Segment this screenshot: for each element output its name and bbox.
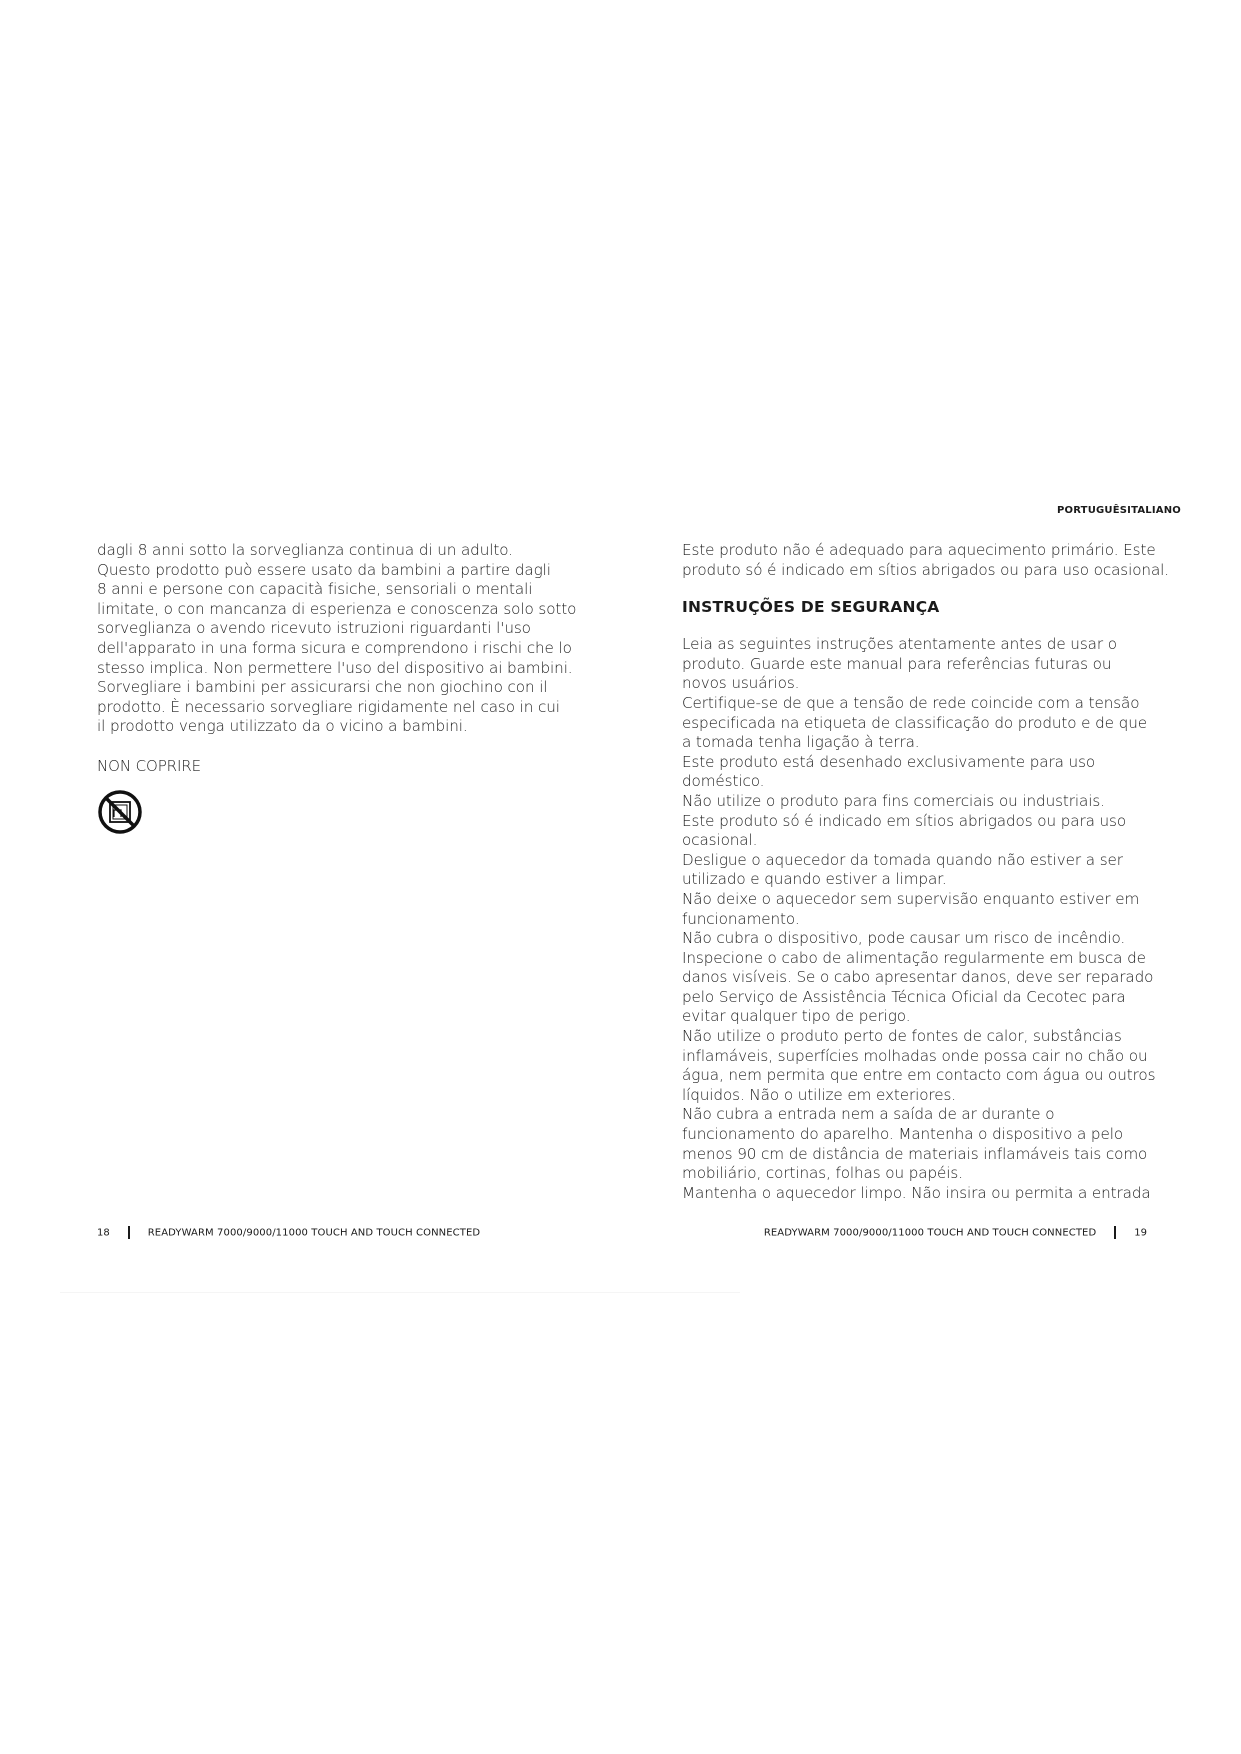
text-line: ocasional. xyxy=(682,831,758,850)
text-line: evitar qualquer tipo de perigo. xyxy=(682,1007,911,1026)
text-line: 8 anni e persone con capacità fisiche, sensoriali o mentali xyxy=(97,580,533,599)
text-line: Questo prodotto può essere usato da bambini a partire dagli xyxy=(97,560,551,579)
text-line: inflamáveis, superfícies molhadas onde possa cair no chão ou xyxy=(682,1046,1148,1065)
text-line: funcionamento. xyxy=(682,909,800,928)
footer-separator xyxy=(1114,1226,1116,1239)
text-line: pelo Serviço de Assistência Técnica Oficial da Cecotec para xyxy=(682,987,1126,1006)
text-line: il prodotto venga utilizzato da o vicino a bambini. xyxy=(97,717,468,736)
text-line: funcionamento do aparelho. Mantenha o dispositivo a pelo xyxy=(682,1125,1124,1144)
text-line: produto. Guarde este manual para referências futuras ou xyxy=(682,654,1112,673)
safety-instructions-heading: INSTRUÇÕES DE SEGURANÇA xyxy=(682,598,940,617)
page-number-right: 19 xyxy=(1134,1227,1147,1239)
left-column xyxy=(97,541,587,835)
text-line: sorveglianza o avendo ricevuto istruzioni riguardanti l'uso xyxy=(97,619,531,638)
text-line: especificada na etiqueta de classificação do produto e de que xyxy=(682,713,1147,732)
no-cover-icon xyxy=(97,789,143,835)
text-line: Não deixe o aquecedor sem supervisão enquanto estiver em xyxy=(682,889,1140,908)
text-line: Este produto está desenhado exclusivamente para uso doméstico. xyxy=(682,752,1096,791)
text-line: produto só é indicado em sítios abrigados ou para uso ocasional. xyxy=(682,560,1170,579)
text-line: stesso implica. Non permettere l'uso del dispositivo ai bambini. xyxy=(97,658,573,677)
text-line: Não cubra o dispositivo, pode causar um risco de incêndio. xyxy=(682,929,1126,948)
text-line: prodotto. È necessario sorvegliare rigidamente nel caso in cui xyxy=(97,697,560,716)
text-line: Sorvegliare i bambini per assicurarsi che non giochino con il xyxy=(97,678,548,697)
footer-separator xyxy=(128,1226,130,1239)
text-line: mobiliário, cortinas, folhas ou papéis. xyxy=(682,1164,963,1183)
text-line: limitate, o con mancanza di esperienza e conoscenza solo sotto xyxy=(97,599,577,618)
footer-title-left: READYWARM 7000/9000/11000 TOUCH AND TOUCH CONNECTED xyxy=(147,1227,481,1239)
scan-artifact-line xyxy=(60,1292,740,1293)
italian-paragraph xyxy=(97,541,587,737)
text-line: Mantenha o aquecedor limpo. Não insira ou permita a entrada xyxy=(682,1183,1151,1202)
text-line: Desligue o aquecedor da tomada quando não estiver a ser xyxy=(682,850,1123,869)
text-line: novos usuários. xyxy=(682,674,800,693)
text-line: Certifique-se de que a tensão de rede coincide com a tensão xyxy=(682,693,1140,712)
text-line: utilizado e quando estiver a limpar. xyxy=(682,870,947,889)
portuguese-intro xyxy=(682,541,1182,580)
language-tag: PORTUGUÊSITALIANO xyxy=(1057,505,1181,516)
page-number-left: 18 xyxy=(97,1227,110,1239)
footer-right xyxy=(764,1226,1147,1239)
text-line: Inspecione o cabo de alimentação regularmente em busca de xyxy=(682,948,1146,967)
footer-left xyxy=(97,1226,480,1239)
text-line: líquidos. Não o utilize em exteriores. xyxy=(682,1085,956,1104)
text-line: Leia as seguintes instruções atentamente antes de usar o xyxy=(682,635,1117,654)
safety-instructions-body xyxy=(682,635,1182,1203)
footer-title-right: READYWARM 7000/9000/11000 TOUCH AND TOUCH CONNECTED xyxy=(763,1227,1097,1239)
right-column xyxy=(682,541,1182,1203)
text-line: menos 90 cm de distância de materiais inflamáveis tais como xyxy=(682,1144,1148,1163)
text-line: dell'apparato in una forma sicura e comprendono i rischi che lo xyxy=(97,638,572,657)
text-line: Não utilize o produto perto de fontes de calor, substâncias xyxy=(682,1027,1122,1046)
text-line: Não utilize o produto para fins comerciais ou industriais. xyxy=(682,791,1105,810)
text-line: Este produto não é adequado para aquecimento primário. Este xyxy=(682,541,1156,559)
text-line: dagli 8 anni sotto la sorveglianza continua di un adulto. xyxy=(97,541,513,559)
text-line: a tomada tenha ligação à terra. xyxy=(682,733,920,752)
text-line: danos visíveis. Se o cabo apresentar danos, deve ser reparado xyxy=(682,968,1154,987)
non-coprire-heading: NON COPRIRE xyxy=(97,756,201,775)
text-line: água, nem permita que entre em contacto com água ou outros xyxy=(682,1066,1156,1085)
text-line: Este produto só é indicado em sítios abrigados ou para uso xyxy=(682,811,1127,830)
text-line: Não cubra a entrada nem a saída de ar durante o xyxy=(682,1105,1055,1124)
